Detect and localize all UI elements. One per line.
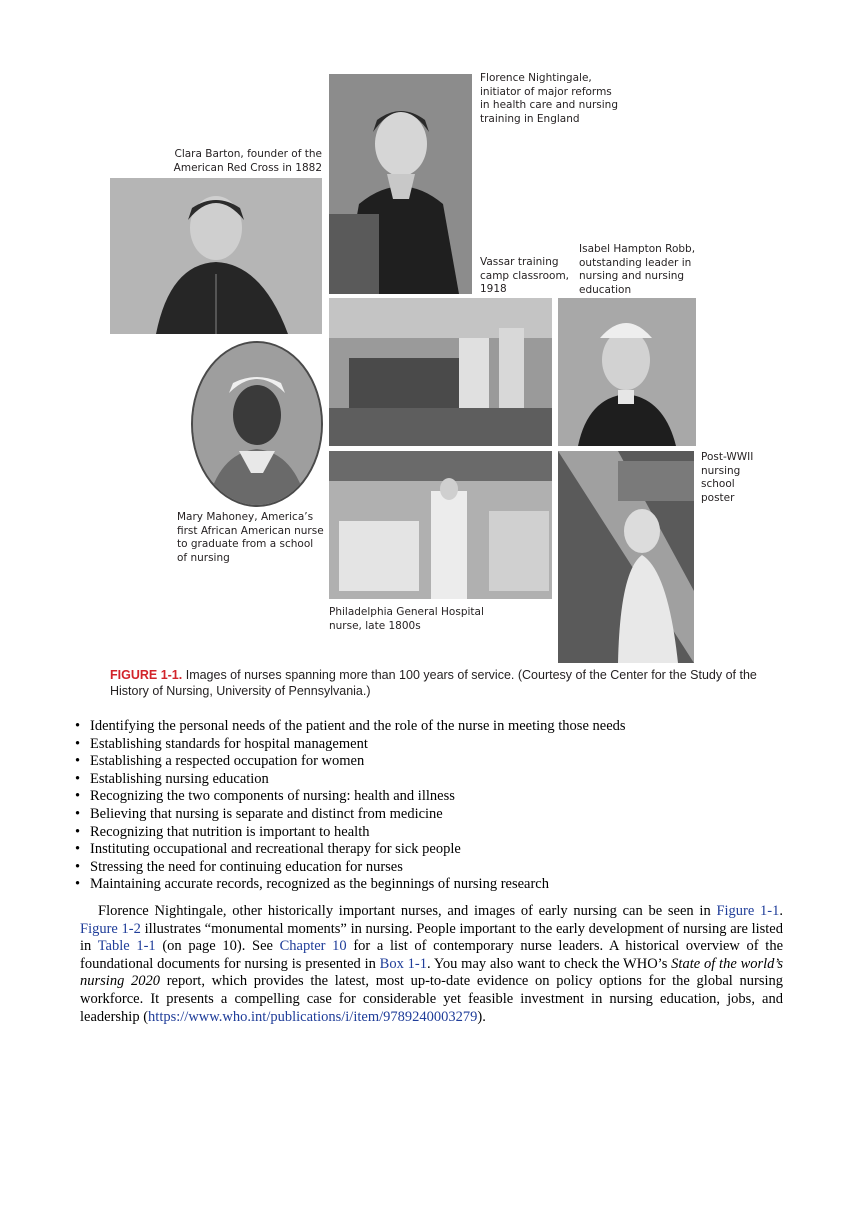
- link-table-1-1[interactable]: Table 1-1: [97, 938, 156, 955]
- list-item: • Recognizing that nutrition is important to health: [75, 823, 370, 840]
- paragraph-text: illustrates “monumental moments” in nursing. People important to the early development of nursing are listed in: [80, 920, 783, 955]
- bullet-icon: •: [75, 735, 81, 752]
- link-chapter-10[interactable]: Chapter 10: [279, 938, 347, 955]
- nightingale-contributions-list: [72, 718, 792, 894]
- figure-caption-text: Images of nurses spanning more than 100 years of service. (Courtesy of the Center for the Study of the History of Nursing, University of Pennsylvania.): [110, 668, 757, 698]
- paragraph-text: .: [779, 903, 784, 919]
- paragraph-text: (on page 10). See: [155, 938, 280, 955]
- link-figure-1-1[interactable]: Figure 1-1: [716, 903, 780, 919]
- photo-florence-nightingale: [329, 74, 472, 294]
- photo-clara-barton: [110, 178, 322, 334]
- list-item: • Instituting occupational and recreational therapy for sick people: [75, 841, 461, 858]
- list-item: • Establishing nursing education: [75, 770, 269, 787]
- bullet-icon: •: [75, 718, 81, 734]
- caption-post-wwii-poster: Post-WWII nursing school poster: [701, 451, 754, 504]
- photo-vassar-classroom: [329, 298, 552, 446]
- bullet-icon: •: [75, 858, 81, 875]
- list-item: • Establishing a respected occupation for women: [75, 753, 365, 770]
- report-title: State of the world’s nursing 2020: [80, 955, 784, 990]
- list-item: • Stressing the need for continuing education for nurses: [75, 858, 403, 875]
- list-item: • Maintaining accurate records, recognized as the beginnings of nursing research: [75, 876, 549, 893]
- caption-mary-mahoney: Mary Mahoney, America’s first African American nurse to graduate from a school of nursing: [177, 511, 324, 564]
- paragraph-text: report, which provides the latest, most up-to-date evidence on policy options for the global nursing workforce. It presents a compelling case for considerable yet feasible investment in nursing education, jobs, and leadership (: [80, 973, 783, 1025]
- bullet-icon: •: [75, 805, 81, 822]
- link-box-1-1[interactable]: Box 1-1: [379, 955, 427, 972]
- bullet-icon: •: [75, 876, 81, 893]
- paragraph-text: . You may also want to check the WHO’s: [426, 955, 672, 972]
- photo-post-wwii-poster: [558, 451, 694, 663]
- paragraph-text: Florence Nightingale, other historically important nurses, and images of early nursing can be seen in: [98, 903, 717, 919]
- list-item: • Recognizing the two components of nursing: health and illness: [75, 788, 455, 805]
- photo-mary-mahoney: [191, 341, 323, 507]
- photo-philadelphia-general-hospital: [329, 451, 552, 599]
- caption-florence-nightingale: Florence Nightingale, initiator of major reforms in health care and nursing training in England: [480, 72, 619, 125]
- paragraph-text: for a list of contemporary nurse leaders. A historical overview of the foundational documents for nursing is presented in: [80, 938, 783, 972]
- bullet-icon: •: [75, 753, 81, 770]
- bullet-icon: •: [75, 788, 81, 805]
- bullet-icon: •: [75, 770, 81, 787]
- list-item: • Establishing standards for hospital management: [75, 735, 368, 752]
- paragraph-text: ).: [477, 1008, 486, 1025]
- bullet-icon: •: [75, 823, 81, 840]
- figure-label: FIGURE 1-1.: [110, 668, 183, 682]
- caption-vassar: Vassar training camp classroom, 1918: [480, 256, 570, 295]
- link-who-report-url[interactable]: https://www.who.int/publications/i/item/9789240003279: [148, 1008, 478, 1025]
- caption-clara-barton: Clara Barton, founder of the American Red Cross in 1882: [173, 148, 322, 174]
- link-figure-1-2[interactable]: Figure 1-2: [80, 920, 141, 937]
- caption-isabel-hampton-robb: Isabel Hampton Robb, outstanding leader in nursing and nursing education: [579, 243, 696, 296]
- list-item: • Identifying the personal needs of the patient and the role of the nurse in meeting those needs: [75, 718, 626, 734]
- caption-philadelphia: Philadelphia General Hospital nurse, late 1800s: [329, 606, 484, 632]
- figure-caption: [110, 667, 770, 699]
- bullet-icon: •: [75, 841, 81, 858]
- list-item: • Believing that nursing is separate and distinct from medicine: [75, 805, 443, 822]
- body-paragraph: [80, 903, 783, 1026]
- photo-isabel-hampton-robb: [558, 298, 696, 446]
